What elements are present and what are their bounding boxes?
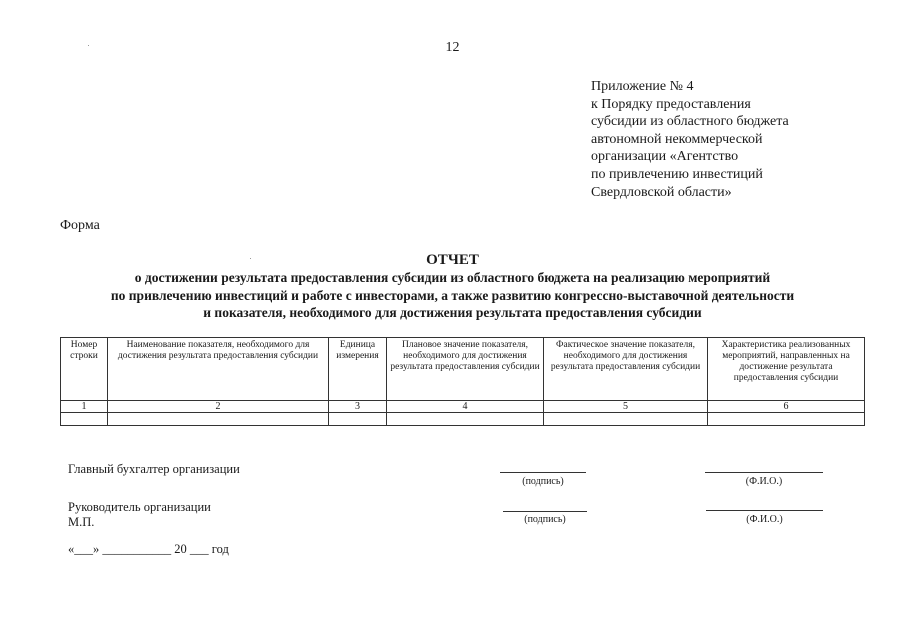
table-cell <box>708 413 865 426</box>
header-row-number: Номер строки <box>61 338 108 401</box>
header-unit: Единица измерения <box>329 338 387 401</box>
head-name-caption: (Ф.И.О.) <box>746 514 783 525</box>
page-number: 12 <box>445 40 460 55</box>
report-table <box>60 337 865 426</box>
head-name-line <box>706 510 823 511</box>
form-label: Форма <box>60 218 100 233</box>
report-subtitle-line: по привлечению инвестиций и работе с инвесторами, а также развитию конгрессно-выставочной деятельности <box>110 287 795 303</box>
table-row <box>61 413 865 426</box>
table-cell <box>61 413 108 426</box>
accountant-label: Главный бухгалтер организации <box>68 462 240 476</box>
annex-line: Приложение № 4 <box>591 79 694 94</box>
table-cell <box>544 413 708 426</box>
report-title-main: ОТЧЕТ <box>426 252 479 268</box>
header-planned-value: Плановое значение показателя, необходимого для достижения результата предоставления субсидии <box>387 338 544 401</box>
header-indicator-name: Наименование показателя, необходимого для достижения результата предоставления субсидии <box>108 338 329 401</box>
accountant-signature-caption: (подпись) <box>522 476 564 487</box>
column-number: 2 <box>108 401 329 413</box>
annex-line: автономной некоммерческой <box>591 131 763 147</box>
table-cell <box>387 413 544 426</box>
table-column-numbers-row <box>61 401 865 413</box>
column-number: 1 <box>61 401 108 413</box>
annex-line: Свердловской области» <box>591 184 732 200</box>
accountant-name-caption: (Ф.И.О.) <box>745 476 783 487</box>
table-header-row <box>61 338 865 401</box>
annex-line: по привлечению инвестиций <box>591 166 763 182</box>
annex-line: субсидии из областного бюджета <box>591 114 789 130</box>
scan-speck <box>88 45 89 46</box>
annex-line: к Порядку предоставления <box>591 96 751 112</box>
column-number: 3 <box>329 401 387 413</box>
table-cell <box>108 413 329 426</box>
date-line: «___» ___________ 20 ___ год <box>68 542 229 556</box>
table-cell <box>329 413 387 426</box>
accountant-name-line <box>705 472 823 473</box>
annex-line: организации «Агентство <box>591 149 739 165</box>
head-label: Руководитель организации <box>68 500 211 514</box>
header-activities-description: Характеристика реализованных мероприятий, направленных на достижение результата предоставления субсидии <box>708 338 865 401</box>
head-signature-line <box>503 511 587 512</box>
column-number: 4 <box>387 401 544 413</box>
head-signature-caption: (подпись) <box>524 514 566 525</box>
column-number: 6 <box>708 401 865 413</box>
stamp-label: М.П. <box>68 515 95 529</box>
accountant-signature-line <box>500 472 586 473</box>
report-title <box>0 251 905 322</box>
report-subtitle-line: о достижении результата предоставления субсидии из областного бюджета на реализацию мероприятий <box>134 270 771 285</box>
column-number: 5 <box>544 401 708 413</box>
annex-block <box>591 78 789 201</box>
header-actual-value: Фактическое значение показателя, необходимого для достижения результата предоставления субсидии <box>544 338 708 401</box>
report-subtitle-line: и показателя, необходимого для достижения результата предоставления субсидии <box>203 305 702 320</box>
